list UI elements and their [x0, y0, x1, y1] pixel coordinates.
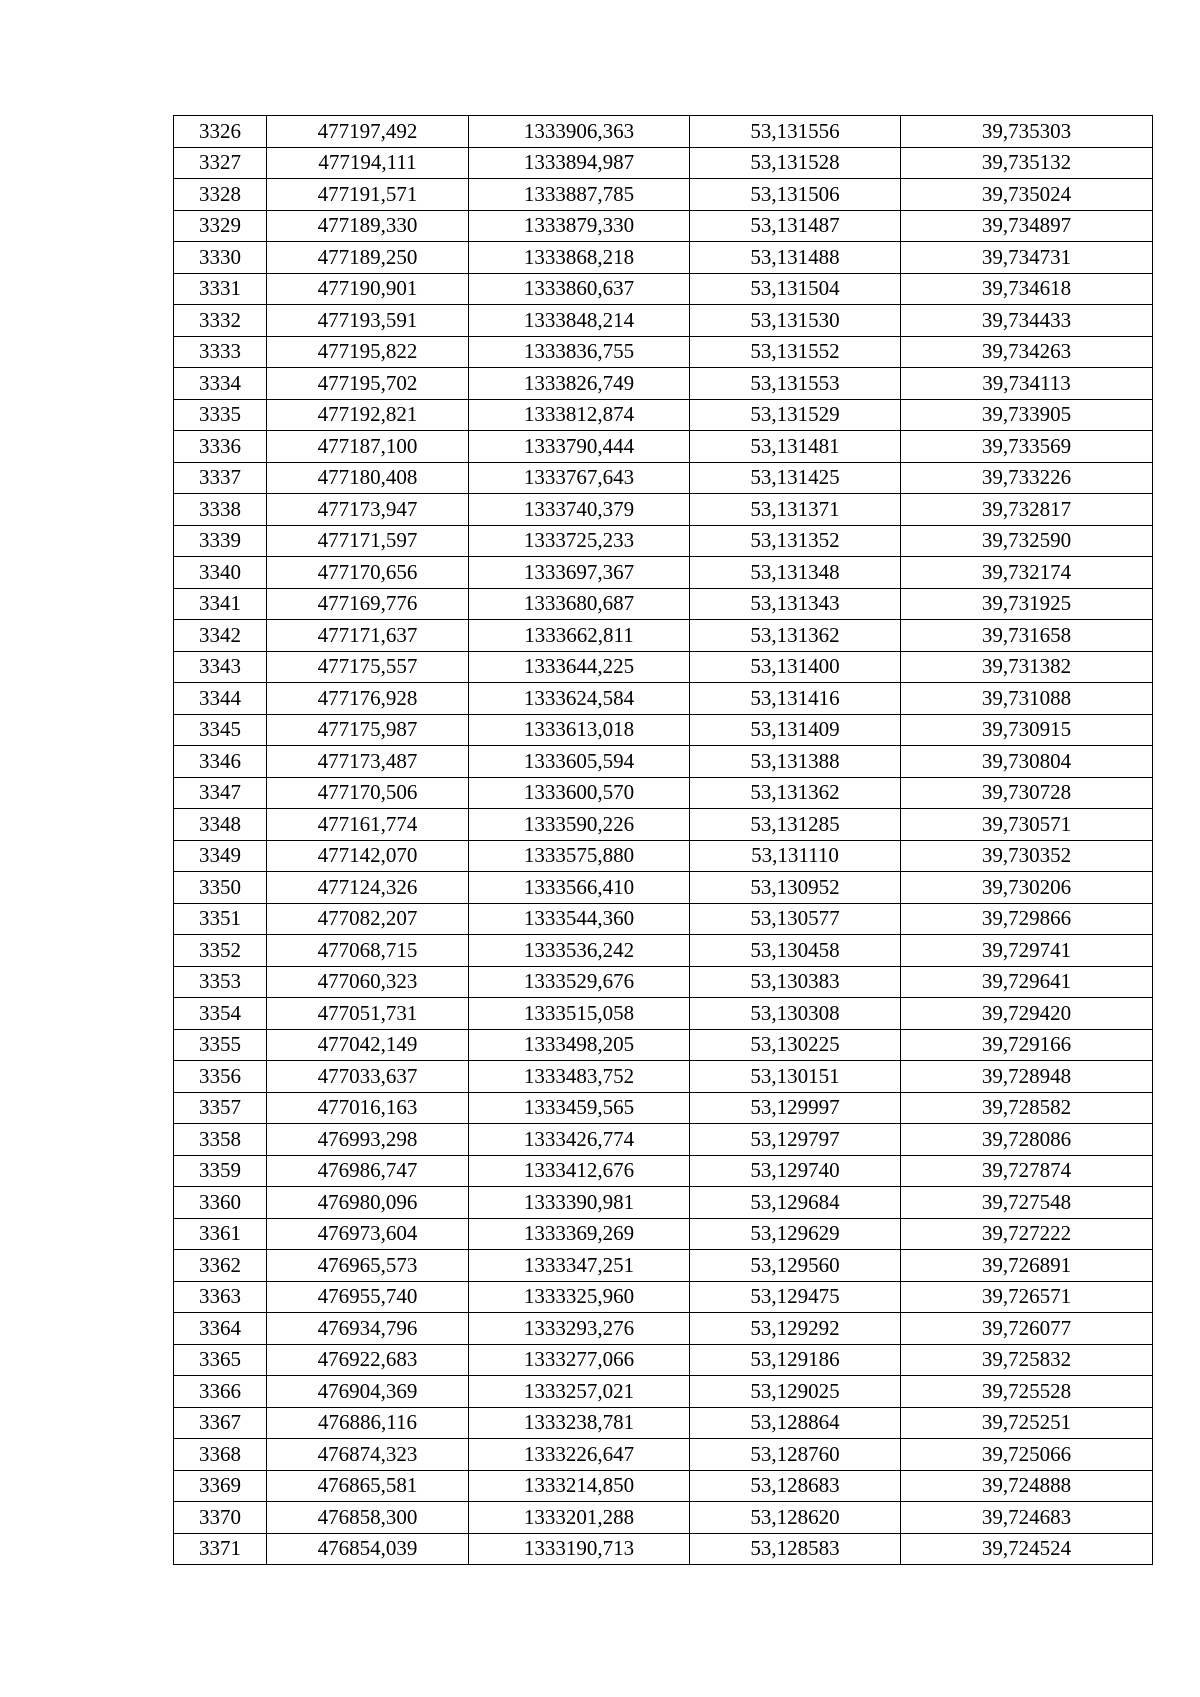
y-coordinate-cell: 1333767,643: [469, 462, 690, 494]
longitude-cell: 39,735303: [901, 116, 1153, 148]
latitude-cell: 53,130151: [690, 1061, 901, 1093]
x-coordinate-cell: 477042,149: [267, 1029, 469, 1061]
table-row: [174, 998, 1153, 1030]
x-coordinate-cell: 477176,928: [267, 683, 469, 715]
point-number-cell: 3341: [174, 588, 267, 620]
x-coordinate-cell: 476980,096: [267, 1187, 469, 1219]
latitude-cell: 53,131348: [690, 557, 901, 589]
x-coordinate-cell: 477175,987: [267, 714, 469, 746]
latitude-cell: 53,128683: [690, 1470, 901, 1502]
longitude-cell: 39,727222: [901, 1218, 1153, 1250]
latitude-cell: 53,129797: [690, 1124, 901, 1156]
x-coordinate-cell: 476854,039: [267, 1533, 469, 1565]
point-number-cell: 3348: [174, 809, 267, 841]
table-row: [174, 116, 1153, 148]
table-row: [174, 1313, 1153, 1345]
x-coordinate-cell: 476934,796: [267, 1313, 469, 1345]
x-coordinate-cell: 477192,821: [267, 399, 469, 431]
longitude-cell: 39,735132: [901, 147, 1153, 179]
y-coordinate-cell: 1333887,785: [469, 179, 690, 211]
longitude-cell: 39,726571: [901, 1281, 1153, 1313]
x-coordinate-cell: 477194,111: [267, 147, 469, 179]
y-coordinate-cell: 1333894,987: [469, 147, 690, 179]
y-coordinate-cell: 1333624,584: [469, 683, 690, 715]
x-coordinate-cell: 477060,323: [267, 966, 469, 998]
latitude-cell: 53,131487: [690, 210, 901, 242]
point-number-cell: 3342: [174, 620, 267, 652]
table-row: [174, 683, 1153, 715]
x-coordinate-cell: 477189,250: [267, 242, 469, 274]
longitude-cell: 39,729641: [901, 966, 1153, 998]
x-coordinate-cell: 477171,637: [267, 620, 469, 652]
table-row: [174, 714, 1153, 746]
point-number-cell: 3347: [174, 777, 267, 809]
longitude-cell: 39,730728: [901, 777, 1153, 809]
y-coordinate-cell: 1333826,749: [469, 368, 690, 400]
latitude-cell: 53,131504: [690, 273, 901, 305]
latitude-cell: 53,131530: [690, 305, 901, 337]
latitude-cell: 53,131388: [690, 746, 901, 778]
y-coordinate-cell: 1333725,233: [469, 525, 690, 557]
y-coordinate-cell: 1333369,269: [469, 1218, 690, 1250]
point-number-cell: 3358: [174, 1124, 267, 1156]
longitude-cell: 39,724888: [901, 1470, 1153, 1502]
longitude-cell: 39,725066: [901, 1439, 1153, 1471]
y-coordinate-cell: 1333214,850: [469, 1470, 690, 1502]
table-row: [174, 1533, 1153, 1565]
x-coordinate-cell: 477191,571: [267, 179, 469, 211]
longitude-cell: 39,734113: [901, 368, 1153, 400]
y-coordinate-cell: 1333868,218: [469, 242, 690, 274]
y-coordinate-cell: 1333879,330: [469, 210, 690, 242]
longitude-cell: 39,725251: [901, 1407, 1153, 1439]
point-number-cell: 3363: [174, 1281, 267, 1313]
x-coordinate-cell: 476904,369: [267, 1376, 469, 1408]
y-coordinate-cell: 1333515,058: [469, 998, 690, 1030]
point-number-cell: 3335: [174, 399, 267, 431]
x-coordinate-cell: 477124,326: [267, 872, 469, 904]
latitude-cell: 53,131362: [690, 777, 901, 809]
x-coordinate-cell: 477016,163: [267, 1092, 469, 1124]
point-number-cell: 3337: [174, 462, 267, 494]
x-coordinate-cell: 476955,740: [267, 1281, 469, 1313]
longitude-cell: 39,734618: [901, 273, 1153, 305]
latitude-cell: 53,129025: [690, 1376, 901, 1408]
x-coordinate-cell: 477033,637: [267, 1061, 469, 1093]
y-coordinate-cell: 1333600,570: [469, 777, 690, 809]
table-row: [174, 336, 1153, 368]
latitude-cell: 53,131488: [690, 242, 901, 274]
x-coordinate-cell: 476874,323: [267, 1439, 469, 1471]
latitude-cell: 53,128583: [690, 1533, 901, 1565]
latitude-cell: 53,131352: [690, 525, 901, 557]
x-coordinate-cell: 476965,573: [267, 1250, 469, 1282]
point-number-cell: 3349: [174, 840, 267, 872]
latitude-cell: 53,129560: [690, 1250, 901, 1282]
latitude-cell: 53,130308: [690, 998, 901, 1030]
longitude-cell: 39,734433: [901, 305, 1153, 337]
longitude-cell: 39,730352: [901, 840, 1153, 872]
y-coordinate-cell: 1333740,379: [469, 494, 690, 526]
point-number-cell: 3340: [174, 557, 267, 589]
longitude-cell: 39,730915: [901, 714, 1153, 746]
y-coordinate-cell: 1333848,214: [469, 305, 690, 337]
latitude-cell: 53,130225: [690, 1029, 901, 1061]
point-number-cell: 3365: [174, 1344, 267, 1376]
table-row: [174, 966, 1153, 998]
point-number-cell: 3336: [174, 431, 267, 463]
table-row: [174, 777, 1153, 809]
y-coordinate-cell: 1333201,288: [469, 1502, 690, 1534]
latitude-cell: 53,131556: [690, 116, 901, 148]
y-coordinate-cell: 1333226,647: [469, 1439, 690, 1471]
point-number-cell: 3369: [174, 1470, 267, 1502]
table-row: [174, 1281, 1153, 1313]
latitude-cell: 53,129292: [690, 1313, 901, 1345]
table-row: [174, 1470, 1153, 1502]
longitude-cell: 39,727548: [901, 1187, 1153, 1219]
latitude-cell: 53,129740: [690, 1155, 901, 1187]
y-coordinate-cell: 1333412,676: [469, 1155, 690, 1187]
point-number-cell: 3338: [174, 494, 267, 526]
point-number-cell: 3354: [174, 998, 267, 1030]
point-number-cell: 3329: [174, 210, 267, 242]
latitude-cell: 53,130383: [690, 966, 901, 998]
latitude-cell: 53,131110: [690, 840, 901, 872]
longitude-cell: 39,728582: [901, 1092, 1153, 1124]
table-row: [174, 1376, 1153, 1408]
longitude-cell: 39,726891: [901, 1250, 1153, 1282]
longitude-cell: 39,729166: [901, 1029, 1153, 1061]
latitude-cell: 53,129475: [690, 1281, 901, 1313]
latitude-cell: 53,130952: [690, 872, 901, 904]
longitude-cell: 39,726077: [901, 1313, 1153, 1345]
latitude-cell: 53,129186: [690, 1344, 901, 1376]
y-coordinate-cell: 1333836,755: [469, 336, 690, 368]
longitude-cell: 39,730804: [901, 746, 1153, 778]
table-row: [174, 1218, 1153, 1250]
point-number-cell: 3343: [174, 651, 267, 683]
point-number-cell: 3362: [174, 1250, 267, 1282]
latitude-cell: 53,131553: [690, 368, 901, 400]
latitude-cell: 53,131481: [690, 431, 901, 463]
point-number-cell: 3367: [174, 1407, 267, 1439]
x-coordinate-cell: 476865,581: [267, 1470, 469, 1502]
point-number-cell: 3333: [174, 336, 267, 368]
y-coordinate-cell: 1333277,066: [469, 1344, 690, 1376]
x-coordinate-cell: 477170,506: [267, 777, 469, 809]
y-coordinate-cell: 1333293,276: [469, 1313, 690, 1345]
point-number-cell: 3368: [174, 1439, 267, 1471]
x-coordinate-cell: 477170,656: [267, 557, 469, 589]
table-row: [174, 1061, 1153, 1093]
latitude-cell: 53,131529: [690, 399, 901, 431]
latitude-cell: 53,131416: [690, 683, 901, 715]
longitude-cell: 39,734897: [901, 210, 1153, 242]
coordinates-table: [173, 115, 1153, 1565]
y-coordinate-cell: 1333644,225: [469, 651, 690, 683]
point-number-cell: 3332: [174, 305, 267, 337]
y-coordinate-cell: 1333459,565: [469, 1092, 690, 1124]
point-number-cell: 3344: [174, 683, 267, 715]
longitude-cell: 39,724683: [901, 1502, 1153, 1534]
table-row: [174, 1250, 1153, 1282]
table-row: [174, 1344, 1153, 1376]
table-row: [174, 620, 1153, 652]
x-coordinate-cell: 477190,901: [267, 273, 469, 305]
latitude-cell: 53,131285: [690, 809, 901, 841]
table-row: [174, 1407, 1153, 1439]
table-row: [174, 147, 1153, 179]
table-row: [174, 179, 1153, 211]
latitude-cell: 53,131400: [690, 651, 901, 683]
y-coordinate-cell: 1333238,781: [469, 1407, 690, 1439]
point-number-cell: 3326: [174, 116, 267, 148]
x-coordinate-cell: 477187,100: [267, 431, 469, 463]
x-coordinate-cell: 477171,597: [267, 525, 469, 557]
latitude-cell: 53,131506: [690, 179, 901, 211]
table-row: [174, 1187, 1153, 1219]
longitude-cell: 39,731088: [901, 683, 1153, 715]
latitude-cell: 53,131371: [690, 494, 901, 526]
x-coordinate-cell: 476922,683: [267, 1344, 469, 1376]
point-number-cell: 3364: [174, 1313, 267, 1345]
table-row: [174, 651, 1153, 683]
point-number-cell: 3346: [174, 746, 267, 778]
point-number-cell: 3345: [174, 714, 267, 746]
point-number-cell: 3361: [174, 1218, 267, 1250]
y-coordinate-cell: 1333566,410: [469, 872, 690, 904]
latitude-cell: 53,131552: [690, 336, 901, 368]
y-coordinate-cell: 1333544,360: [469, 903, 690, 935]
y-coordinate-cell: 1333426,774: [469, 1124, 690, 1156]
point-number-cell: 3351: [174, 903, 267, 935]
y-coordinate-cell: 1333498,205: [469, 1029, 690, 1061]
longitude-cell: 39,730571: [901, 809, 1153, 841]
table-row: [174, 809, 1153, 841]
x-coordinate-cell: 477051,731: [267, 998, 469, 1030]
table-row: [174, 273, 1153, 305]
latitude-cell: 53,131343: [690, 588, 901, 620]
y-coordinate-cell: 1333590,226: [469, 809, 690, 841]
longitude-cell: 39,725832: [901, 1344, 1153, 1376]
y-coordinate-cell: 1333860,637: [469, 273, 690, 305]
longitude-cell: 39,734731: [901, 242, 1153, 274]
x-coordinate-cell: 477173,487: [267, 746, 469, 778]
table-row: [174, 557, 1153, 589]
coordinates-table-body: [174, 116, 1153, 1565]
latitude-cell: 53,130577: [690, 903, 901, 935]
x-coordinate-cell: 477173,947: [267, 494, 469, 526]
y-coordinate-cell: 1333190,713: [469, 1533, 690, 1565]
table-row: [174, 588, 1153, 620]
longitude-cell: 39,729741: [901, 935, 1153, 967]
latitude-cell: 53,129684: [690, 1187, 901, 1219]
point-number-cell: 3360: [174, 1187, 267, 1219]
latitude-cell: 53,128864: [690, 1407, 901, 1439]
point-number-cell: 3353: [174, 966, 267, 998]
longitude-cell: 39,733905: [901, 399, 1153, 431]
y-coordinate-cell: 1333680,687: [469, 588, 690, 620]
y-coordinate-cell: 1333390,981: [469, 1187, 690, 1219]
longitude-cell: 39,730206: [901, 872, 1153, 904]
point-number-cell: 3328: [174, 179, 267, 211]
y-coordinate-cell: 1333536,242: [469, 935, 690, 967]
table-row: [174, 746, 1153, 778]
x-coordinate-cell: 477189,330: [267, 210, 469, 242]
latitude-cell: 53,128620: [690, 1502, 901, 1534]
table-row: [174, 462, 1153, 494]
y-coordinate-cell: 1333605,594: [469, 746, 690, 778]
y-coordinate-cell: 1333906,363: [469, 116, 690, 148]
table-row: [174, 431, 1153, 463]
table-row: [174, 525, 1153, 557]
longitude-cell: 39,728086: [901, 1124, 1153, 1156]
x-coordinate-cell: 477082,207: [267, 903, 469, 935]
table-row: [174, 840, 1153, 872]
x-coordinate-cell: 477169,776: [267, 588, 469, 620]
x-coordinate-cell: 477195,702: [267, 368, 469, 400]
table-row: [174, 1155, 1153, 1187]
point-number-cell: 3327: [174, 147, 267, 179]
x-coordinate-cell: 477195,822: [267, 336, 469, 368]
longitude-cell: 39,735024: [901, 179, 1153, 211]
longitude-cell: 39,732817: [901, 494, 1153, 526]
table-row: [174, 1029, 1153, 1061]
latitude-cell: 53,130458: [690, 935, 901, 967]
point-number-cell: 3371: [174, 1533, 267, 1565]
longitude-cell: 39,729866: [901, 903, 1153, 935]
point-number-cell: 3331: [174, 273, 267, 305]
y-coordinate-cell: 1333575,880: [469, 840, 690, 872]
table-row: [174, 368, 1153, 400]
x-coordinate-cell: 476886,116: [267, 1407, 469, 1439]
longitude-cell: 39,733226: [901, 462, 1153, 494]
longitude-cell: 39,729420: [901, 998, 1153, 1030]
longitude-cell: 39,725528: [901, 1376, 1153, 1408]
longitude-cell: 39,734263: [901, 336, 1153, 368]
longitude-cell: 39,731925: [901, 588, 1153, 620]
x-coordinate-cell: 476858,300: [267, 1502, 469, 1534]
x-coordinate-cell: 477175,557: [267, 651, 469, 683]
x-coordinate-cell: 476993,298: [267, 1124, 469, 1156]
table-row: [174, 494, 1153, 526]
longitude-cell: 39,733569: [901, 431, 1153, 463]
x-coordinate-cell: 477197,492: [267, 116, 469, 148]
point-number-cell: 3359: [174, 1155, 267, 1187]
latitude-cell: 53,131528: [690, 147, 901, 179]
table-row: [174, 935, 1153, 967]
y-coordinate-cell: 1333529,676: [469, 966, 690, 998]
table-row: [174, 872, 1153, 904]
longitude-cell: 39,731382: [901, 651, 1153, 683]
y-coordinate-cell: 1333662,811: [469, 620, 690, 652]
y-coordinate-cell: 1333812,874: [469, 399, 690, 431]
table-row: [174, 399, 1153, 431]
point-number-cell: 3370: [174, 1502, 267, 1534]
latitude-cell: 53,131362: [690, 620, 901, 652]
longitude-cell: 39,724524: [901, 1533, 1153, 1565]
y-coordinate-cell: 1333347,251: [469, 1250, 690, 1282]
x-coordinate-cell: 477161,774: [267, 809, 469, 841]
table-row: [174, 242, 1153, 274]
latitude-cell: 53,131425: [690, 462, 901, 494]
x-coordinate-cell: 477180,408: [267, 462, 469, 494]
latitude-cell: 53,129629: [690, 1218, 901, 1250]
x-coordinate-cell: 477193,591: [267, 305, 469, 337]
y-coordinate-cell: 1333483,752: [469, 1061, 690, 1093]
table-row: [174, 305, 1153, 337]
y-coordinate-cell: 1333257,021: [469, 1376, 690, 1408]
table-row: [174, 210, 1153, 242]
longitude-cell: 39,731658: [901, 620, 1153, 652]
latitude-cell: 53,128760: [690, 1439, 901, 1471]
point-number-cell: 3334: [174, 368, 267, 400]
longitude-cell: 39,732174: [901, 557, 1153, 589]
longitude-cell: 39,728948: [901, 1061, 1153, 1093]
table-row: [174, 1092, 1153, 1124]
x-coordinate-cell: 477068,715: [267, 935, 469, 967]
x-coordinate-cell: 476973,604: [267, 1218, 469, 1250]
point-number-cell: 3357: [174, 1092, 267, 1124]
latitude-cell: 53,131409: [690, 714, 901, 746]
table-row: [174, 1439, 1153, 1471]
point-number-cell: 3352: [174, 935, 267, 967]
table-row: [174, 903, 1153, 935]
y-coordinate-cell: 1333325,960: [469, 1281, 690, 1313]
point-number-cell: 3330: [174, 242, 267, 274]
table-row: [174, 1124, 1153, 1156]
longitude-cell: 39,727874: [901, 1155, 1153, 1187]
latitude-cell: 53,129997: [690, 1092, 901, 1124]
point-number-cell: 3366: [174, 1376, 267, 1408]
y-coordinate-cell: 1333697,367: [469, 557, 690, 589]
x-coordinate-cell: 477142,070: [267, 840, 469, 872]
point-number-cell: 3350: [174, 872, 267, 904]
y-coordinate-cell: 1333613,018: [469, 714, 690, 746]
table-row: [174, 1502, 1153, 1534]
point-number-cell: 3355: [174, 1029, 267, 1061]
x-coordinate-cell: 476986,747: [267, 1155, 469, 1187]
y-coordinate-cell: 1333790,444: [469, 431, 690, 463]
point-number-cell: 3356: [174, 1061, 267, 1093]
point-number-cell: 3339: [174, 525, 267, 557]
longitude-cell: 39,732590: [901, 525, 1153, 557]
